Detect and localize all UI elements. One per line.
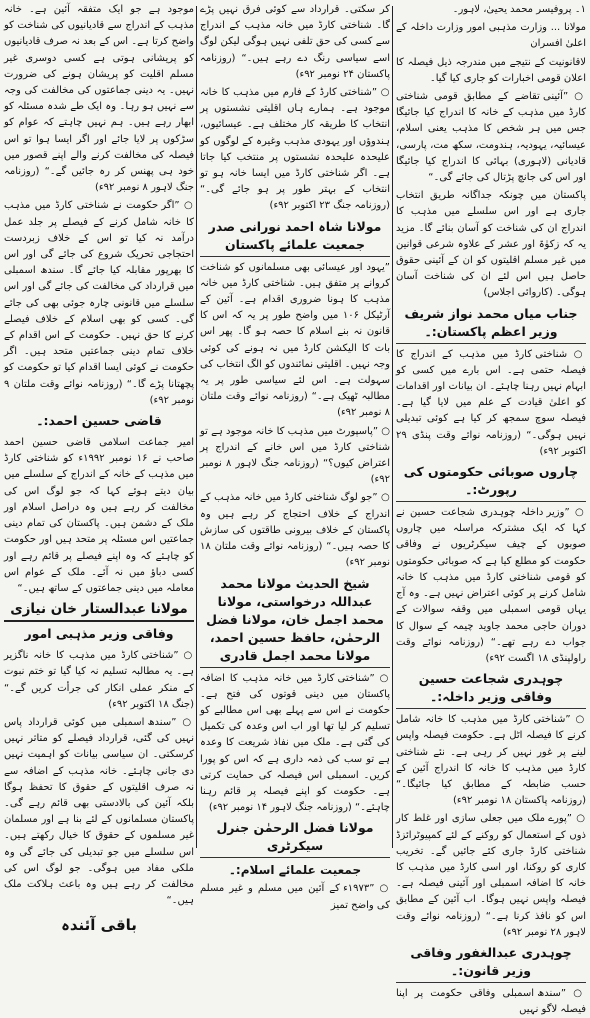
- section-heading: چاروں صوبائی حکومتوں کی رپورٹ:۔: [396, 463, 586, 502]
- quote-paragraph: ○ ”جو لوگ شناختی کارڈ میں خانہ مذہب کے اندراج کے خلاف احتجاج کر رہے ہیں وہ پاکستان کے خلاف بیرونی طاقتوں کی سازش کا حصہ ہیں۔“ (روزنامہ نوائے وقت ملتان ۱۸ نومبر ۹۲ء): [200, 490, 390, 571]
- quote-paragraph: ○ ”وزیر داخلہ چوہدری شجاعت حسین نے کہا کہ ایک مشترکہ مراسلہ میں چاروں صوبوں کے چیف سیکرٹریوں نے وفاقی حکومت کو مطلع کیا ہے کہ صوبائی حکومتوں کو قومی شناختی کارڈ میں مذہب کا خانہ شامل کرنے پر کوئی اعتراض نہیں ہے۔ وہ آج یہاں قومی اسمبلی میں وقفہ سوالات کے دوران حاجی محمد جاوید چیمہ کے سوال کا جواب دے رہے تھے۔“ (روزنامہ نوائے وقت راولپنڈی ۱۸ اگست ۹۲ء): [396, 505, 586, 667]
- quote-paragraph: ○ ”شناختی کارڈ میں مذہب کا خانہ ناگزیر ہے۔ یہ مطالبہ تسلیم نہ کیا گیا تو ختم نبوت کے منکر عملی انکار کی جرأت کریں گے۔“ (جنگ ۱۸ اکتوبر ۹۲ء): [4, 648, 194, 713]
- quote-paragraph: ○ ”آئینی تقاضے کے مطابق قومی شناختی کارڈ میں مذہب کے خانہ کا اندراج کیا جائیگا جس میں ہر شخص کا مذہب یعنی اسلام، عیسائیہ، یہودیہ، ہندومت، سکھ مت، پارسی، قادیانی (لاہوری) بہائی کا اندراج کیا جائیگا اور اس کی جانچ پڑتال کی جائے گی۔“: [396, 89, 586, 186]
- section-subheading: جمعیت علمائے اسلام:۔: [228, 863, 362, 878]
- quote-paragraph: ○ شناختی کارڈ میں مذہب کے اندراج کا فیصلہ حتمی ہے۔ اس بارے میں کسی کو ابہام نہیں رہنا چاہئے۔ ان بیانات اور اقدامات کو اعلیٰ قیادت کے علم میں لایا گیا ہے۔ فیصلہ سوچ سمجھ کر کیا ہے کوئی تبدیلی نہیں ہوگی۔“ (روزنامہ نوائے وقت پنڈی ۲۹ اکتوبر ۹۲ء): [396, 347, 586, 460]
- paragraph: پاکستان میں چونکہ جداگانہ طریق انتخاب جاری ہے اور اس سلسلے میں مذہب کا اندراج ان کی شناخت کو آسان بنائے گا۔ مزید یہ کہ زکوٰۃ اور عشر کے علاوہ شرعی قوانین میں غیر مسلم اقلیتوں کو ان کے آئینی حقوق حاصل ہیں اس لئے ان کی شناخت آسان ہوگی۔ (کاروائی اجلاس): [396, 190, 586, 299]
- column-divider: [196, 6, 197, 848]
- quote-paragraph: ○ ”سندھ اسمبلی وفاقی حکومت پر اپنا فیصلہ لاگو نہیں: [396, 986, 586, 1018]
- quote-paragraph: ○ ”پاسپورٹ میں مذہب کا خانہ موجود ہے تو شناختی کارڈ میں اس خانے کے اندراج پر اعتراض کیوں؟“ (روزنامہ جنگ لاہور ۸ نومبر ۹۲ء): [200, 424, 390, 489]
- quote-paragraph: ○ ”اگر حکومت نے شناختی کارڈ میں مذہب کا خانہ شامل کرنے کے فیصلے پر جلد عمل درآمد نہ کیا تو اس کے خلاف زبردست احتجاجی تحریک شروع کی جائے گی اور اس کا بھرپور مقابلہ کیا جائے گا۔ سندھ اسمبلی میں قرارداد کی مخالفت کی جائے گی اور اس سلسلے میں قانونی چارہ جوئی بھی کی جائے گی۔ کسی کو بھی اسلام کے خلاف فیصلے کرنے کا حق نہیں۔ حکومت کے اس اقدام کے خلاف تمام دینی جماعتیں متحد ہیں۔ اگر حکومت نے کوئی ایسا اقدام کیا تو حکومت کو پچھتانا پڑے گا۔“ (روزنامہ نوائے وقت ملتان ۹ نومبر ۹۲ء): [4, 198, 194, 409]
- column-middle-text: [200, 2, 390, 914]
- column-middle: [200, 0, 391, 911]
- quote-paragraph: ○ ”سندھ اسمبلی میں کوئی قرارداد پاس نہیں کی گئی، قرارداد فیصلے کو متاثر نہیں کرسکتی۔ ان سیاسی بیانات کو اہمیت نہیں دی جانی چاہئے۔ خانہ مذہب کے اضافہ سے نہ صرف اقلیتوں کے حقوق کا تحفظ ہوگا بلکہ آئین کی بالادستی بھی قائم رہے گی۔ پاکستان مسلمانوں کے لئے بنا ہے اور مسلمان غیر مسلموں کے حقوق کا خیال رکھتے ہیں۔ اس سلسلے میں جو تبدیلی کی جائے گی وہ ملکی مفاد میں ہوگی۔ جو لوگ اس کی مخالفت کر رہے ہیں وہ باعث ہلاکت ملک ہیں۔“: [4, 715, 194, 909]
- section-heading: چوہدری شجاعت حسین وفاقی وزیر داخلہ:۔: [396, 670, 586, 709]
- section-heading: مولانا شاہ احمد نورانی صدر جمعیت علمائے پاکستان: [200, 218, 390, 257]
- paragraph: لاقانونیت کے نتیجے میں مندرجہ ذیل فیصلہ کا اعلان قومی اخبارات کو جاری کیا گیا۔: [396, 56, 586, 84]
- section-heading: مولانا فضل الرحمٰن جنرل سیکرٹری: [200, 819, 390, 858]
- paragraph: امیر جماعت اسلامی قاضی حسین احمد صاحب نے ۱۶ نومبر ۱۹۹۲ء کو شناختی کارڈ میں مذہب کے خانہ کے اندراج کے سلسلے میں بیان دیتے ہوئے کہا کہ جو لوگ اس کی مخالفت کر رہے ہیں وہ دراصل اسلام اور ملک کے دشمن ہیں۔ پاکستان کی تمام دینی جماعتیں اس مسئلہ پر متحد ہیں اور حکومت کو چاہئے کہ وہ اپنے فیصلے پر قائم رہے اور کسی دباؤ میں نہ آئے۔ ملک کے عوام اس معاملہ میں دینی جماعتوں کے ساتھ ہیں۔“: [4, 437, 194, 594]
- quote-paragraph: ○ ”شناختی کارڈ میں خانہ مذہب کا اضافہ پاکستان میں دینی قوتوں کی فتح ہے۔ حکومت نے اس سے پہلے بھی اس مطالبے کو تسلیم کر لیا تھا اور اب اس وعدہ کی تکمیل کی گئی ہے۔ ملک میں نفاذ شریعت کا وعدہ ہے تو سب کی ذمہ داری ہے کہ اس کو پورا کریں۔ اسمبلی اس فیصلہ کی حمایت کرتی ہے۔ حکومت کو اپنے فیصلہ پر قائم رہنا چاہئے۔“ (روزنامہ جنگ لاہور ۱۴ نومبر ۹۲ء): [200, 671, 390, 817]
- column-right-text: [396, 2, 586, 1018]
- quote-paragraph: ○ ”پورے ملک میں جعلی سازی اور غلط کار ذوں کے استعمال کو روکنے کے لئے کمپیوٹرائزڈ شناختی کارڈ جاری کئے جائیں گے۔ تخریب کاری کو روکنا، اور اسی کارڈ میں مذہب کا خانہ کا اضافہ اسمبلی اور آئینی فیصلہ ہے۔ فیصلہ واپس نہیں ہوگا۔ اب آئین کے مطابق اس کو نافذ کرنا ہے۔“ (روزنامہ نوائے وقت لاہور ۲۸ نومبر ۹۲ء): [396, 811, 586, 941]
- paragraph: موجود ہے جو ایک متفقہ آئین ہے۔ خانہ مذہب کے اندراج سے قادیانیوں کی شناخت کو واضح کرتا ہے۔ اس کے بعد نہ صرف قادیانیوں کو پریشانی ہوتی ہے کسی دوسری غیر مسلم اقلیت کو پریشان ہونے کی ضرورت نہیں۔ یہ دینی جماعتوں کی مخالفت کی وجہ سے نہیں ہو رہا۔ وہ ایک طے شدہ مسئلہ کو ابھار رہے ہیں۔ ہم نہیں چاہتے کہ عوام کو سڑکوں پر لایا جائے اور اگر ایسا ہوا تو اس فیصلہ کی مخالفت کرنے والے اپنے قصور میں خود ہی پھنس کر رہ جائیں گے۔“ (روزنامہ جنگ لاہور ۸ نومبر ۹۲ء): [4, 4, 194, 194]
- column-right: [396, 0, 586, 1016]
- section-heading: مولانا عبدالستار خان نیازی: [4, 600, 194, 622]
- section-heading: جناب میاں محمد نواز شریف وزیر اعظم پاکستان:۔: [396, 305, 586, 344]
- paragraph: مولانا ... وزارت مذہبی امور وزارت داخلہ کے اعلیٰ افسران: [396, 22, 586, 50]
- paragraph: کر سکتی۔ قرارداد سے کوئی فرق نہیں پڑے گا۔ شناختی کارڈ میں خانہ مذہب کے اندراج سے کسی کی حق تلفی نہیں ہوگی لیکن لوگ اسے سیاسی رنگ دے رہے ہیں۔“ (روزنامہ پاکستان ۲۴ نومبر ۹۲ء): [200, 4, 390, 80]
- quote-paragraph: ○ ”۱۹۷۳ء کے آئین میں مسلم و غیر مسلم کی واضح تمیز: [200, 881, 390, 913]
- column-left: [4, 0, 194, 935]
- paragraph: ”یہود اور عیسائی بھی مسلمانوں کو شناخت کروانے پر متفق ہیں۔ شناختی کارڈ میں خانہ مذہب کا ہونا ضروری اقدام ہے۔ آئین کے آرٹیکل ۱۰۶ میں واضح طور پر یہ کہ اس کا قانون نہ بنے اسلام کا حصہ ہو گا۔ پھر اس بات کا الیکشن کارڈ میں نہ ہونے کی کوئی وجہ نہیں۔ اقلیتی نمائندوں کو الگ انتخاب کی سہولت ہے۔ اس لئے سیاسی طور پر یہ مطالبہ ٹھیک ہے۔“ (روزنامہ نوائے وقت ملتان ۸ نومبر ۹۲ء): [200, 261, 391, 419]
- section-heading: شیخ الحدیث مولانا محمد عبداللہ درخواستی، مولانا محمد اجمل خان، مولانا فضل الرحمٰن، حافظ حسین احمد، مولانا محمد اجمل قادری: [200, 575, 390, 668]
- paragraph: ۱۔ پروفیسر محمد یحییٰ، لاہور۔: [452, 4, 586, 15]
- quote-paragraph: ○ ”شناختی کارڈ میں مذہب کا خانہ شامل کرنے کا فیصلہ اٹل ہے۔ حکومت فیصلہ واپس لینے پر غور نہیں کر رہی ہے۔ نئے شناختی کارڈ میں مذہب کا خانہ کا اندراج آئین کے حسب ضابطہ کے مطابق کیا جائیگا۔“ (روزنامہ پاکستان ۱۸ نومبر ۹۲ء): [396, 712, 586, 809]
- quote-paragraph: ○ ”شناختی کارڈ کے فارم میں مذہب کا خانہ موجود ہے۔ ہمارے ہاں اقلیتی نشستوں پر انتخاب کا طریقہ کار مختلف ہے۔ عیسائیوں، ہندوؤں اور یہودی مذہب وغیرہ کے لوگوں کو علیحدہ علیحدہ نشستوں پر منتخب کیا جاتا ہے۔ اگر شناختی کارڈ میں ایسا خانہ ہو تو انتخاب کے بہتر طور پر ہو جائے گی۔“ (روزنامہ جنگ ۲۳ اکتوبر ۹۲ء): [200, 85, 390, 215]
- continued-label: باقی آئندہ: [61, 916, 137, 935]
- section-heading: وفاقی وزیر مذہبی امور: [24, 626, 174, 642]
- column-divider: [392, 6, 393, 848]
- section-heading: قاضی حسین احمد:۔: [36, 413, 162, 429]
- section-heading: چوہدری عبدالغفور وفاقی وزیر قانون:۔: [396, 944, 586, 983]
- column-left-text: [4, 2, 194, 934]
